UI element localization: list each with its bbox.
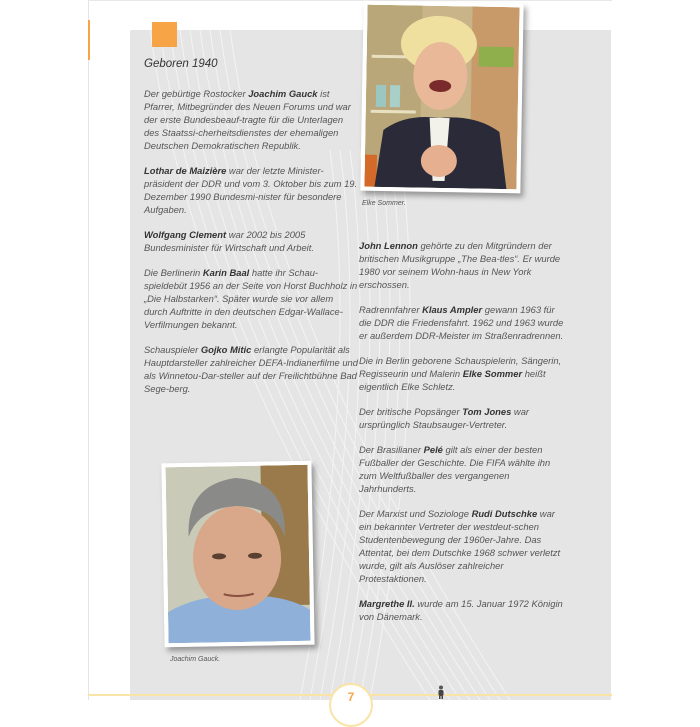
person-figure-icon [436, 685, 446, 699]
paragraph-dutschke: Der Marxist und Soziologe Rudi Dutschke war ein bekannter Vertreter der westdeut-schen Studentenbewegung der 1960er-Jahre. Das Attentat, bei dem Dutschke 1968 schwer verletzt wurde, gilt als Auslöser zahlreicher Protestaktionen. [359, 508, 561, 584]
paragraph-mitic: Schauspieler Gojko Mitic erlangte Popularität als Hauptdarsteller zahlreicher DEFA-Indianerfilme und als Winnetou-Dar-steller auf der Freilichtbühne Bad Sege-berg. [144, 344, 358, 394]
paragraph-pele: Der Brasilianer Pelé gilt als einer der besten Fußballer der Geschichte. Die FIFA wählte ihn zum Weltfußballer des vergangenen Jahrhunderts. [359, 444, 551, 494]
paragraph-baal: Die Berlinerin Karin Baal hatte ihr Schau-spieldebüt 1956 an der Seite von Horst Buchholz in „Die Halbstarken“. Später wurde sie vor allem durch Auftritte in den deutschen Edgar-Wallace-Verfilmungen bekannt. [144, 267, 358, 330]
paragraph-gauck: Der gebürtige Rostocker Joachim Gauck ist Pfarrer, Mitbegründer des Neuen Forums und war der erste Bundesbeauf-tragte für die Unterlagen des Staatssi-cherheitsdienstes der ehemaligen Deutschen Demokratischen Republik. [144, 88, 351, 151]
paragraph-clement: Wolfgang Clement war 2002 bis 2005 Bundesminister für Wirtschaft und Arbeit. [144, 229, 314, 253]
photo-joachim-gauck [161, 461, 314, 648]
left-column [144, 87, 359, 407]
photo-elke-sommer [360, 1, 523, 194]
page-heading: Geboren 1940 [144, 58, 218, 70]
paragraph-margrethe: Margrethe II. wurde am 15. Januar 1972 Königin von Dänemark. [359, 598, 563, 622]
photo-image [165, 465, 310, 643]
page-number: 7 [347, 690, 355, 704]
paragraph-lennon: John Lennon gehörte zu den Mitgründern der britischen Musikgruppe „The Bea-tles“. Er wurde 1980 vor seinem Wohn-haus in New York erschossen. [359, 240, 561, 290]
side-accent-marker [88, 20, 90, 60]
caption-joachim-gauck: Joachim Gauck. [170, 656, 221, 663]
caption-elke-sommer: Elke Sommer. [362, 200, 406, 207]
paragraph-maiziere: Lothar de Maizière war der letzte Minister-präsident der DDR und vom 3. Oktober bis zum 19. Dezember 1990 Bundesmi-nister für besondere Aufgaben. [144, 165, 358, 215]
orange-square-marker [152, 22, 177, 47]
paragraph-ampler: Radrennfahrer Klaus Ampler gewann 1963 für die DDR die Friedensfahrt. 1962 und 1963 wurde er außerdem DDR-Meister im Straßenradrennen. [359, 304, 564, 341]
paragraph-jones: Der britische Popsänger Tom Jones war ursprünglich Staubsauger-Vertreter. [359, 406, 530, 430]
photo-image [364, 5, 519, 190]
paragraph-sommer: Die in Berlin geborene Schauspielerin, Sängerin, Regisseurin und Malerin Elke Sommer heißt eigentlich Elke Schletz. [359, 355, 562, 392]
right-column [359, 239, 569, 635]
